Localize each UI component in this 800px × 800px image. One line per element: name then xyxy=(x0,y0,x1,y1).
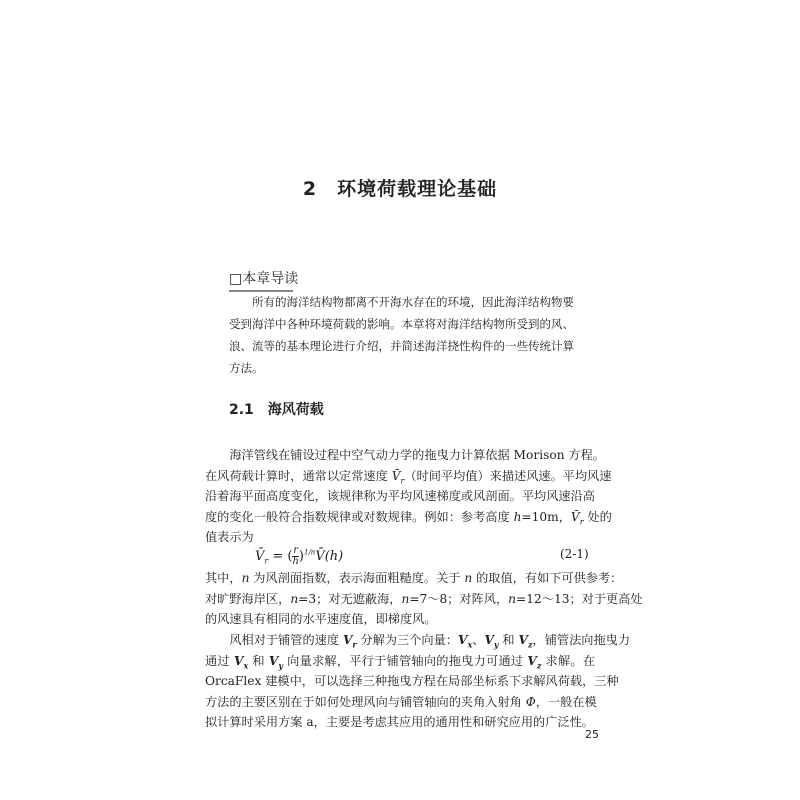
math-symbol: $V_y$ xyxy=(268,653,284,670)
math-symbol: $V_z$ xyxy=(518,633,533,650)
math-symbol: Φ xyxy=(525,694,536,709)
para1-line: 值表示为 xyxy=(205,530,254,544)
math-symbol: $V̄_r$ xyxy=(570,509,584,526)
math-symbol: $V_z$ xyxy=(527,653,542,670)
para1-line: 沿着海平面高度变化，该规律称为平均风速梯度或风剖面。平均风速沿高 xyxy=(205,489,595,503)
math-symbol: $V̄_r$ xyxy=(391,468,405,485)
section-heading: 2.1 海风荷载 xyxy=(229,402,324,418)
para2-line: 对旷野海岸区，n=3；对无遮蔽海，n=7～8；对阵风，n=12～13；对于更高处 xyxy=(205,591,643,606)
math-symbol: n xyxy=(241,571,250,585)
para1-line: 度的变化一般符合指数规律或对数规律。例如：参考高度 h=10m，$V̄_r$ 处的 xyxy=(205,509,612,526)
intro-line: 方法。 xyxy=(229,361,264,375)
math-symbol: n xyxy=(508,591,517,606)
intro-line: 所有的海洋结构物都离不开海水存在的环境，因此海洋结构物要 xyxy=(229,295,574,309)
intro-line: 受到海洋中各种环境荷载的影响。本章将对海洋结构物所受到的风、 xyxy=(229,317,574,331)
math-symbol: n xyxy=(290,591,299,606)
equation-number: (2-1) xyxy=(560,547,589,561)
formula-exponent: 1/n xyxy=(303,548,316,557)
math-symbol: $V_x$ xyxy=(458,633,473,650)
intro-line: 浪、流等的基本理论进行介绍，并简述海洋挠性构件的一些传统计算 xyxy=(229,339,574,353)
para3-line: 通过 $V_x$ 和 $V_y$ 向量求解，平行于铺管轴向的拖曳力可通过 $V_z$ 求解。在 xyxy=(205,653,596,670)
chapter-guide-heading: □本章导读 xyxy=(229,271,299,287)
formula-eq: = ( xyxy=(268,549,293,564)
para3-line: OrcaFlex 建模中，可以选择三种拖曳方程在局部坐标系下求解风荷载，三种 xyxy=(205,674,619,688)
fraction-denominator: h xyxy=(292,556,299,567)
formula-lhs-sub: r xyxy=(264,556,269,566)
chapter-title: 2 环境荷载理论基础 xyxy=(302,178,498,200)
para1-line: 海洋管线在铺设过程中空气动力学的拖曳力计算依据 Morison 方程。 xyxy=(205,448,605,462)
equation: $V̄_r$ = ( $\frac{r}{h}$ )$^{1/n}$V̄(h) xyxy=(255,545,344,567)
math-symbol: n xyxy=(401,591,410,606)
math-symbol: $V_y$ xyxy=(484,633,499,650)
para3-line: 方法的主要区别在于如何处理风向与铺管轴向的夹角入射角 Φ，一般在模 xyxy=(205,694,597,709)
para2-line: 的风速具有相同的水平速度值，即梯度风。 xyxy=(205,612,437,626)
math-symbol: h xyxy=(513,509,522,524)
math-symbol: $V_x$ xyxy=(233,653,249,670)
page-number: 25 xyxy=(585,728,599,741)
fraction-numerator: r xyxy=(293,545,299,556)
formula-rhs: V̄(h) xyxy=(315,549,344,564)
para3-line: 拟计算时采用方案 a，主要是考虑其应用的通用性和研究应用的广泛性。 xyxy=(205,715,594,729)
para2-line: 其中，n 为风剖面指数，表示海面粗糙度。关于 n 的取值，有如下可供参考： xyxy=(205,571,623,585)
math-symbol: n xyxy=(464,571,473,585)
formula-lhs: V̄ xyxy=(255,549,265,564)
math-symbol: $V_r$ xyxy=(342,633,357,650)
para3-line: 风相对于铺管的速度 $V_r$ 分解为三个向量：$V_x$、$V_y$ 和 $V_z$，铺管法向拖曳力 xyxy=(205,633,631,650)
para1-line: 在风荷载计算时，通常以定常速度 $V̄_r$（时间平均值）来描述风速。平均风速 xyxy=(205,468,612,485)
